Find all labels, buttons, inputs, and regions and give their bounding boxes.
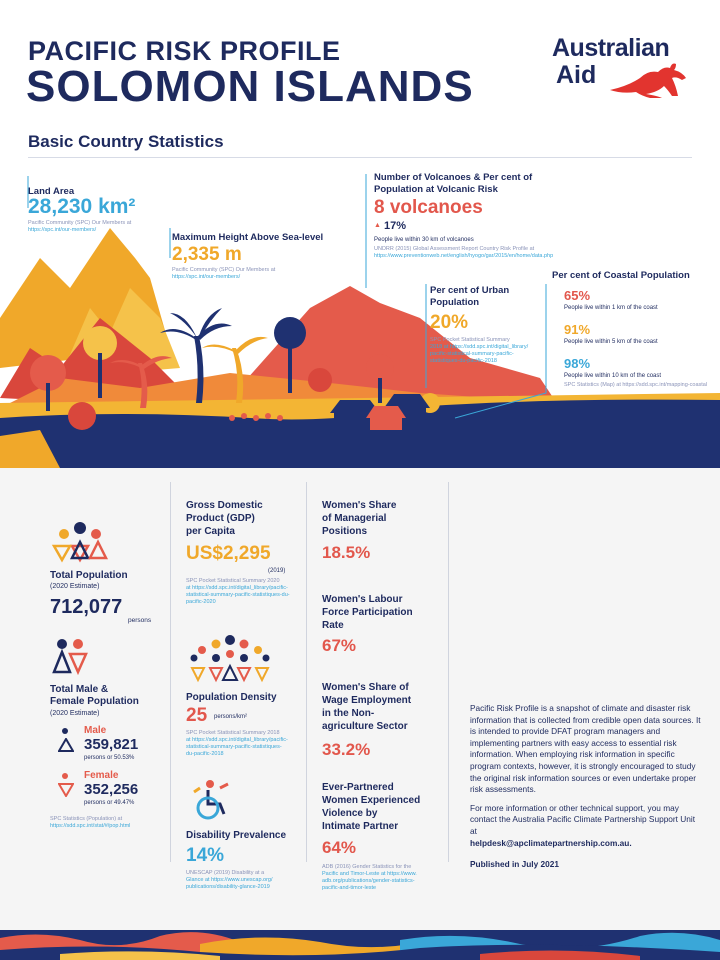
logo-text-line2: Aid <box>556 61 597 89</box>
urban-value: 20% <box>430 312 469 333</box>
gdp-value: US$2,295 <box>186 543 271 564</box>
column-divider-3 <box>448 482 449 862</box>
volcano-icon: ▲ <box>374 222 381 229</box>
coastal-value-2: 91% <box>564 322 591 337</box>
density-source-3[interactable]: statistical-summary-pacific-statistiques- <box>186 744 282 750</box>
managerial-value: 18.5% <box>322 543 371 562</box>
about-paragraph-2 <box>470 803 702 849</box>
urban-label-line2: Population <box>430 297 480 308</box>
coastal-value-3: 98% <box>564 356 591 371</box>
volcanoes-percent-note: People live within 30 km of volcanoes <box>374 237 474 243</box>
gdp-label-line1: Gross Domestic <box>186 500 263 511</box>
female-triangle-icon <box>58 783 74 797</box>
max-height-value: 2,335 m <box>172 244 242 265</box>
disability-source-2[interactable]: Glance at https://www.unescap.org/ <box>186 877 273 883</box>
logo-text-line1: Australian <box>552 34 670 62</box>
violence-label-2: Women Experienced <box>322 795 421 806</box>
australian-aid-logo <box>552 34 702 98</box>
density-unit: persons/km² <box>214 714 248 720</box>
male-label: Male <box>84 725 107 736</box>
male-note: persons or 50.53% <box>84 755 135 761</box>
urban-source-1: SPC Pocket Statistical Summary <box>430 337 510 343</box>
gdp-year: (2019) <box>268 568 286 574</box>
wage-label-3: in the Non- <box>322 708 375 719</box>
land-area-source-link[interactable]: https://spc.int/our-members/ <box>28 227 97 233</box>
disability-source-1: UNESCAP (2019) Disability at a <box>186 870 265 876</box>
violence-label-3: Violence by <box>322 808 378 819</box>
coastal-source: SPC Statistics (Map) at https://sdd.spc.int/mapping-coastal <box>564 382 708 388</box>
coastal-note-3: People live within 10 km of the coast <box>564 373 662 379</box>
managerial-label-3: Positions <box>322 526 368 537</box>
gdp-source-1: SPC Pocket Statistical Summary 2020 <box>186 578 280 584</box>
wage-label-1: Women's Share of <box>322 682 409 693</box>
women-source-4[interactable]: pacific-and-timor-leste <box>322 885 377 891</box>
max-height-source-link[interactable]: https://spc.int/our-members/ <box>172 274 241 280</box>
male-female-label-line1: Total Male & <box>50 684 109 695</box>
disability-label: Disability Prevalence <box>186 830 287 841</box>
male-female-icon <box>50 638 90 678</box>
women-source-1: ADB (2016) Gender Statistics for the <box>322 864 412 870</box>
wage-label-2: Wage Employment <box>322 695 412 706</box>
labour-label-3: Rate <box>322 620 344 631</box>
gdp-source-4[interactable]: pacific-2020 <box>186 599 216 605</box>
column-divider-1 <box>170 482 171 862</box>
wheelchair-icon <box>190 778 234 822</box>
helpdesk-email[interactable]: helpdesk@apclimatepartnership.com.au. <box>470 837 632 848</box>
title-line1: PACIFIC RISK PROFILE <box>28 36 341 66</box>
female-value: 352,256 <box>84 781 139 798</box>
volcanoes-label-line2: Population at Volcanic Risk <box>374 184 498 195</box>
volcanoes-source-link[interactable]: https://www.preventionweb.net/english/hyogo/gar/2015/en/home/data.php <box>374 253 554 259</box>
urban-label-line1: Per cent of Urban <box>430 285 510 296</box>
density-value: 25 <box>186 705 208 726</box>
volcanoes-source: UNDRR (2015) Global Assessment Report Country Risk Profile at <box>374 246 535 252</box>
labour-label-1: Women's Labour <box>322 594 403 605</box>
labour-value: 67% <box>322 636 357 655</box>
page-title: SOLOMON ISLANDS <box>26 62 474 111</box>
about-text <box>470 703 702 878</box>
male-triangle-icon <box>58 738 74 752</box>
section-title: Basic Country Statistics <box>28 132 224 151</box>
urban-source-4[interactable]: statistiques-du-pacific-2018 <box>430 358 497 364</box>
male-female-estimate: (2020 Estimate) <box>50 710 100 717</box>
volcanoes-value: 8 volcanoes <box>374 197 483 218</box>
max-height-label: Maximum Height Above Sea-level <box>172 232 324 243</box>
disability-source-3[interactable]: publications/disability-glance-2019 <box>186 884 270 890</box>
about-paragraph-1: Pacific Risk Profile is a snapshot of climate and disaster risk information that is collected from credible open data sources. It is intended to provide DFAT program managers and implementing partners with easy access to essential risk information. When employing risk information in specific program contexts, however, it is strongly encouraged to study the original risk information sources or even undertake proper risk assessments. <box>470 703 701 795</box>
violence-value: 64% <box>322 838 357 857</box>
male-dot-icon <box>62 728 68 734</box>
column-divider-2 <box>306 482 307 862</box>
density-source-4[interactable]: du-pacific-2018 <box>186 751 224 757</box>
density-source-1: SPC Pocket Statistical Summary 2018 <box>186 730 280 736</box>
footer-wave-band <box>0 930 720 960</box>
managerial-label-1: Women's Share <box>322 500 397 511</box>
female-note: persons or 49.47% <box>84 800 135 806</box>
land-area-label: Land Area <box>28 186 75 197</box>
section-divider <box>28 157 692 158</box>
about-contact-text: For more information or other technical support, you may contact the Australia Pacific Climate Partnership Support Unit at <box>470 802 696 836</box>
coastal-note-1: People live within 1 km of the coast <box>564 305 658 311</box>
gdp-label-line3: per Capita <box>186 526 235 537</box>
gdp-source-3[interactable]: statistical-summary-pacific-statistiques-du- <box>186 592 290 598</box>
total-population-unit: persons <box>128 617 152 624</box>
total-population-value: 712,077 <box>50 596 123 618</box>
urban-source-3[interactable]: pacific-statistical-summary-pacific- <box>430 351 514 357</box>
kangaroo-icon <box>606 60 702 100</box>
max-height-source: Pacific Community (SPC) Our Members at <box>172 267 276 273</box>
density-source-2[interactable]: at https://sdd.spc.int/digital_library/pacific- <box>186 737 288 743</box>
population-group-icon <box>50 520 110 564</box>
published-date: Published in July 2021 <box>470 859 559 870</box>
land-area-source: Pacific Community (SPC) Our Members at <box>28 220 132 226</box>
male-value: 359,821 <box>84 736 139 753</box>
urban-source-2[interactable]: 2018 at https://sdd.spc.int/digital_library/ <box>430 344 529 350</box>
female-label: Female <box>84 770 119 781</box>
land-area-value: 28,230 km² <box>28 195 136 218</box>
coastal-value-1: 65% <box>564 288 591 303</box>
gdp-label-line2: Product (GDP) <box>186 513 255 524</box>
male-female-label-line2: Female Population <box>50 696 139 707</box>
labour-label-2: Force Participation <box>322 607 413 618</box>
coastal-note-2: People live within 5 km of the coast <box>564 339 658 345</box>
volcanoes-label-line1: Number of Volcanoes & Per cent of <box>374 172 533 183</box>
coastal-label: Per cent of Coastal Population <box>552 270 690 281</box>
violence-label-1: Ever-Partnered <box>322 782 394 793</box>
gdp-source-2[interactable]: at https://sdd.spc.int/digital_library/pacific- <box>186 585 288 591</box>
wage-value: 33.2% <box>322 740 371 759</box>
women-source-3[interactable]: adb.org/publications/gender-statistics- <box>322 878 415 884</box>
population-source: SPC Statistics (Population) at <box>50 816 123 822</box>
female-dot-icon <box>62 773 68 779</box>
population-density-icon <box>186 634 270 686</box>
disability-value: 14% <box>186 845 225 866</box>
total-population-estimate: (2020 Estimate) <box>50 583 100 590</box>
wage-label-4: agriculture Sector <box>322 721 408 732</box>
women-source-2[interactable]: Pacific and Timor-Leste at https://www. <box>322 871 417 877</box>
total-population-label: Total Population <box>50 570 128 581</box>
managerial-label-2: of Managerial <box>322 513 387 524</box>
population-source-link[interactable]: https://sdd.spc.int/stat/#/pop.html <box>50 823 131 829</box>
density-label: Population Density <box>186 692 277 703</box>
violence-label-4: Intimate Partner <box>322 821 399 832</box>
volcanoes-percent: 17% <box>384 220 407 232</box>
